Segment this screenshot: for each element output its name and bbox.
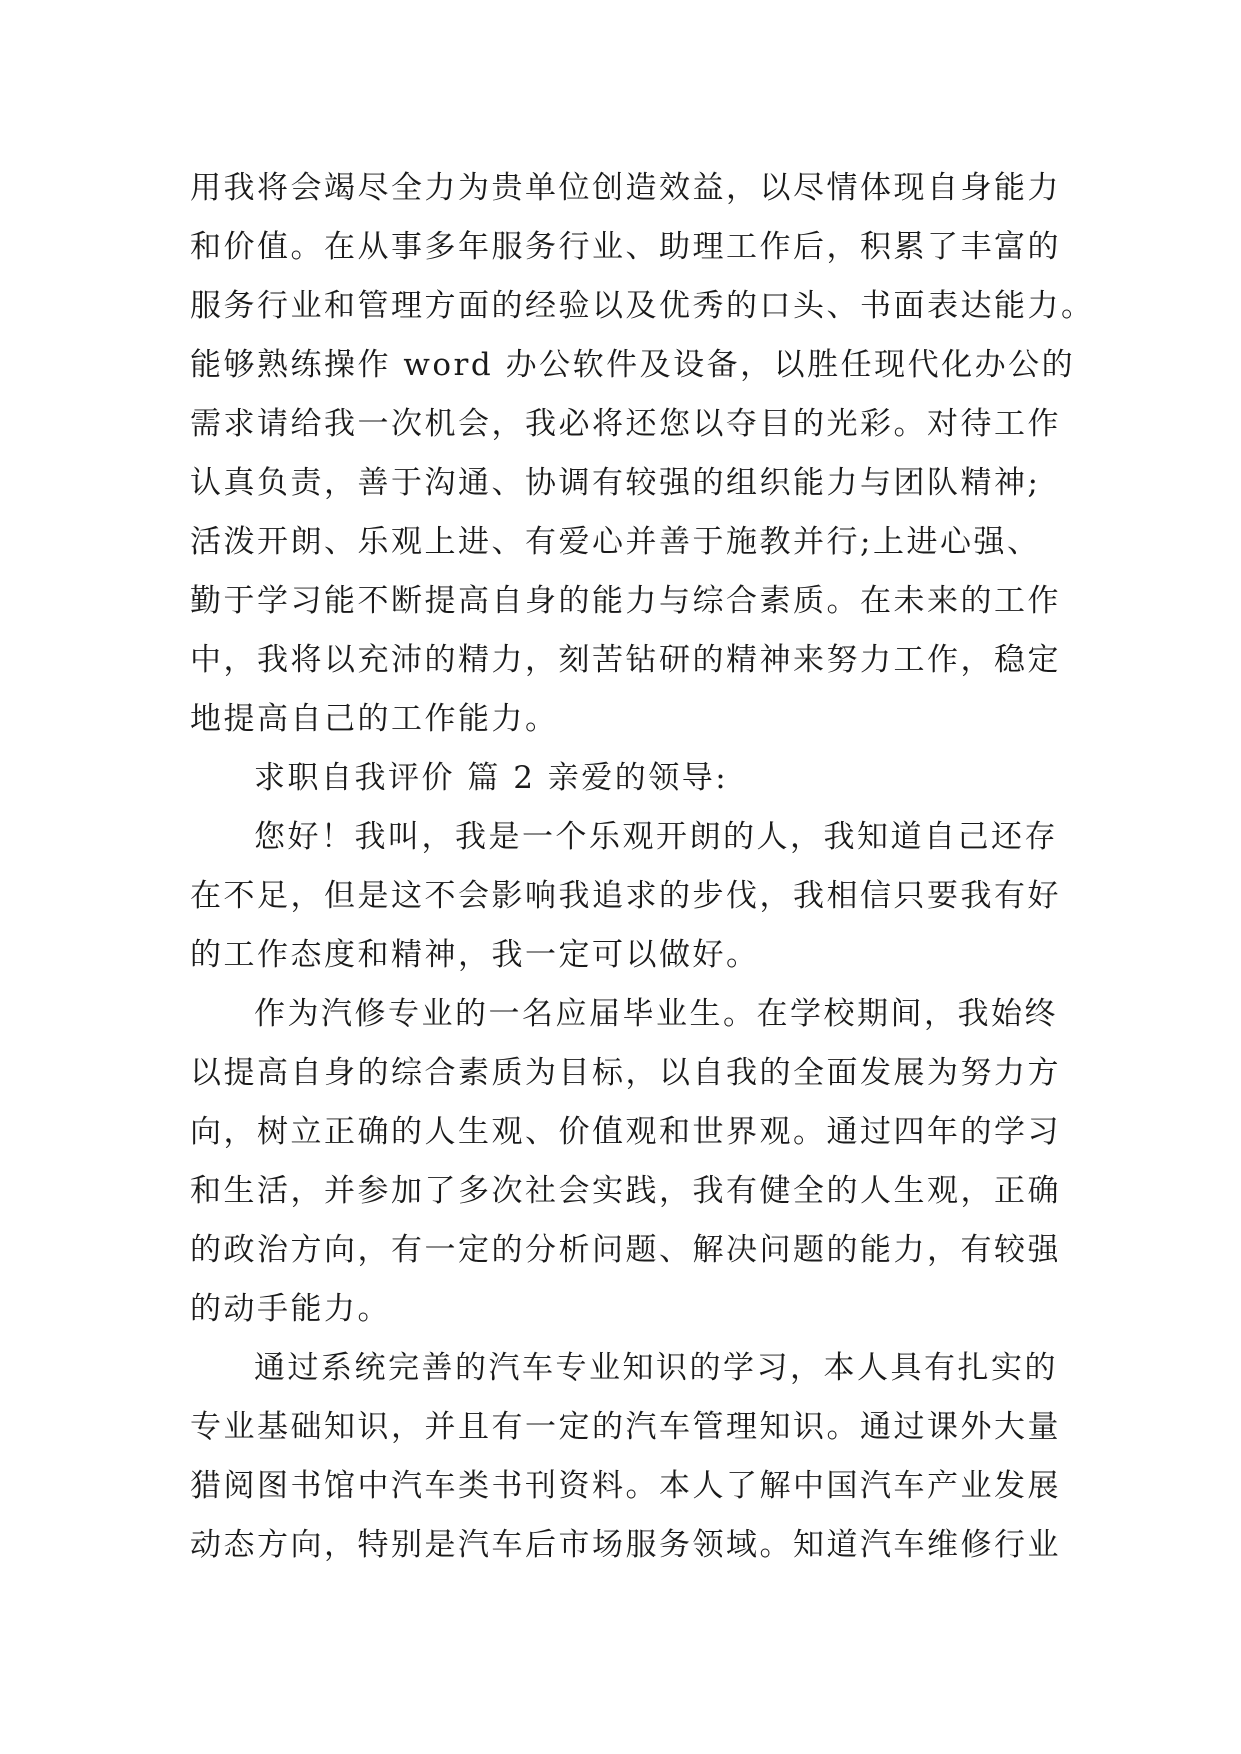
text-line: 活泼开朗、乐观上进、有爱心并善于施教并行;上进心强、 <box>190 524 1041 560</box>
text-line: 的动手能力。 <box>190 1291 391 1327</box>
text-line: 专业基础知识，并且有一定的汽车管理知识。通过课外大量 <box>190 1409 1061 1445</box>
text-line: 的工作态度和精神，我一定可以做好。 <box>190 937 760 973</box>
text-line: 服务行业和管理方面的经验以及优秀的口头、书面表达能力。 <box>190 288 1095 324</box>
heading-line: 求职自我评价 篇 2 亲爱的领导: <box>254 760 729 796</box>
text-line: 和生活，并参加了多次社会实践，我有健全的人生观，正确 <box>190 1173 1061 1209</box>
text-line: 的政治方向，有一定的分析问题、解决问题的能力，有较强 <box>190 1232 1061 1268</box>
text-line: 向，树立正确的人生观、价值观和世界观。通过四年的学习 <box>190 1114 1061 1150</box>
text-line: 认真负责，善于沟通、协调有较强的组织能力与团队精神; <box>190 465 1041 501</box>
paragraph <box>190 808 1090 985</box>
text-line: 和价值。在从事多年服务行业、助理工作后，积累了丰富的 <box>190 229 1061 265</box>
text-line: 在不足，但是这不会影响我追求的步伐，我相信只要我有好 <box>190 878 1061 914</box>
text-line: 您好！我叫，我是一个乐观开朗的人，我知道自己还存 <box>254 819 1058 855</box>
text-line: 动态方向，特别是汽车后市场服务领域。知道汽车维修行业 <box>190 1527 1061 1563</box>
text-line: 中，我将以充沛的精力，刻苦钻研的精神来努力工作，稳定 <box>190 642 1061 678</box>
document-body <box>190 159 1095 1575</box>
text-line: 用我将会竭尽全力为贵单位创造效益，以尽情体现自身能力 <box>190 170 1061 206</box>
section-heading <box>190 749 1090 808</box>
text-line: 勤于学习能不断提高自身的能力与综合素质。在未来的工作 <box>190 583 1061 619</box>
paragraph <box>190 159 1095 749</box>
paragraph <box>190 985 1090 1339</box>
paragraph <box>190 1339 1090 1575</box>
text-line: 通过系统完善的汽车专业知识的学习，本人具有扎实的 <box>254 1350 1058 1386</box>
text-line: 以提高自身的综合素质为目标，以自我的全面发展为努力方 <box>190 1055 1061 1091</box>
text-line: 能够熟练操作 word 办公软件及设备，以胜任现代化办公的 <box>190 347 1076 383</box>
text-line: 猎阅图书馆中汽车类书刊资料。本人了解中国汽车产业发展 <box>190 1468 1061 1504</box>
text-line: 需求请给我一次机会，我必将还您以夺目的光彩。对待工作 <box>190 406 1061 442</box>
text-line: 作为汽修专业的一名应届毕业生。在学校期间，我始终 <box>254 996 1058 1032</box>
text-line: 地提高自己的工作能力。 <box>190 701 559 737</box>
